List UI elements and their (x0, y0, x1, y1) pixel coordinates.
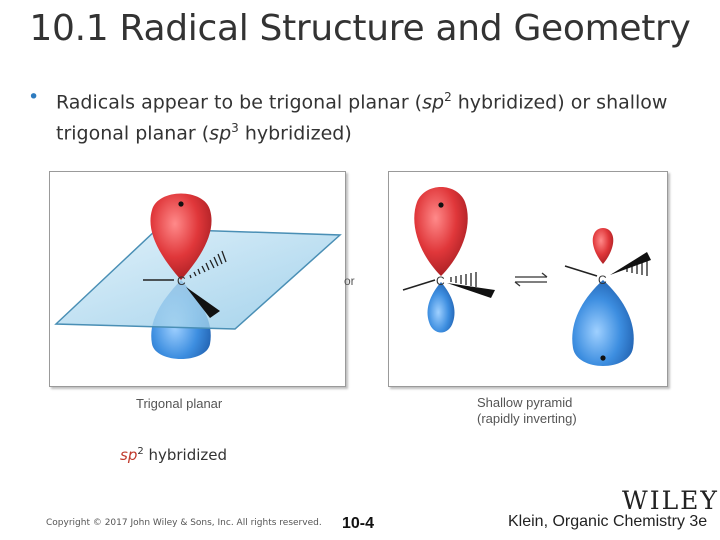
or-label: or (344, 274, 355, 288)
right-carbon-label: C (598, 273, 607, 287)
left-upper-lobe (414, 187, 467, 276)
wiley-logo: WILEY (622, 486, 719, 515)
right-radical-electron (600, 355, 605, 360)
radical-electron (178, 201, 183, 206)
right-upper-lobe (593, 228, 614, 264)
caption-shallow-pyramid-line2: (rapidly inverting) (477, 411, 577, 426)
bullet-dot-icon: • (28, 86, 40, 108)
carbon-label: C (177, 274, 186, 288)
bullet-text: Radicals appear to be trigonal planar ($sp^2$ hybridized) or shallow trigonal planar ($sp^3$ hybridized) (56, 90, 668, 145)
equilibrium-arrows-icon (515, 273, 547, 286)
right-lower-lobe (572, 280, 634, 366)
trigonal-planar-figure (49, 171, 346, 387)
caption-trigonal-planar: Trigonal planar (136, 396, 223, 411)
left-carbon-label: C (436, 274, 445, 288)
caption-shallow-pyramid-line1: Shallow pyramid (477, 395, 573, 410)
left-lower-lobe (428, 282, 455, 333)
slide-number: 10-4 (342, 515, 375, 532)
book-citation: Klein, Organic Chemistry 3e (508, 513, 708, 530)
right-bond-line (565, 266, 597, 276)
shallow-pyramid-figure (388, 171, 668, 387)
bullet-point (30, 84, 695, 147)
copyright-notice: Copyright © 2017 John Wiley & Sons, Inc. All rights reserved. (46, 518, 322, 528)
left-bond-line (403, 280, 435, 290)
caption-shallow-pyramid (477, 395, 577, 427)
left-radical-electron (438, 202, 443, 207)
slide-title: 10.1 Radical Structure and Geometry (29, 8, 691, 49)
right-wedge-bond (610, 252, 651, 275)
hybridization-label: $sp^2$ hybridized (120, 446, 228, 464)
